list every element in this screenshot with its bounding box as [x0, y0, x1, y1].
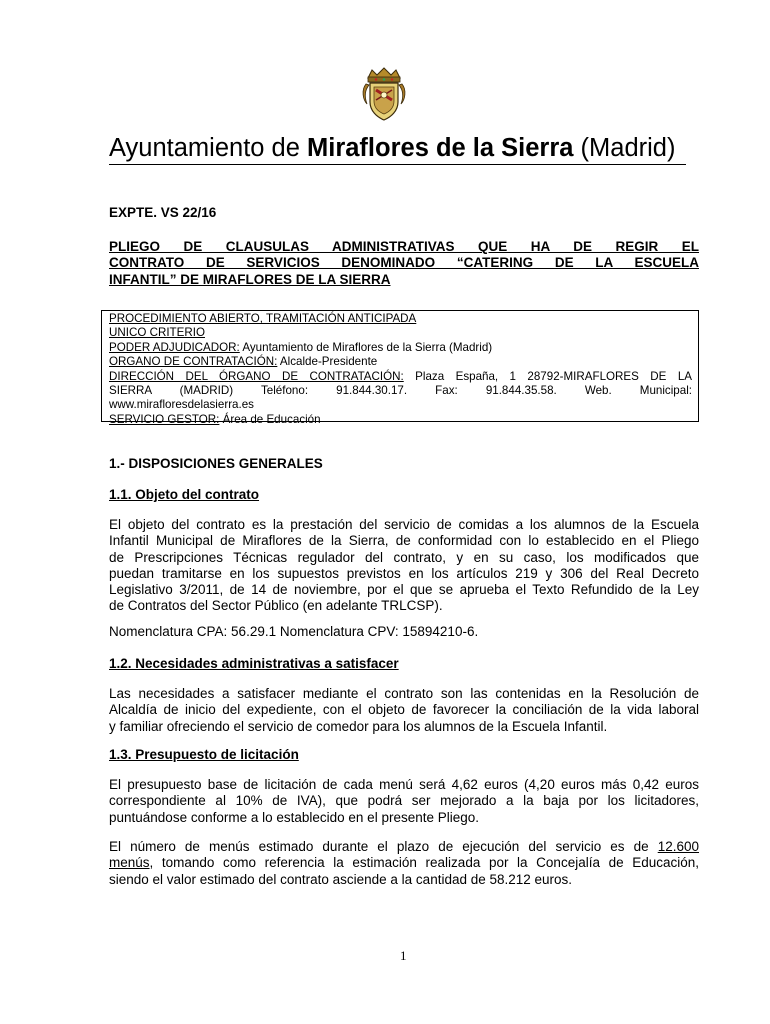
paragraph-line: El objeto del contrato es la prestación del servicio de comidas a los alumnos de la Escuela: [109, 517, 699, 532]
website-line: www.mirafloresdelasierra.es: [109, 398, 254, 412]
expediente-number: EXPTE. VS 22/16: [109, 205, 217, 220]
pliego-line: INFANTIL” DE MIRAFLORES DE LA SIERRA: [109, 271, 391, 287]
servicio-label: SERVICIO GESTOR:: [109, 412, 220, 426]
paragraph-line: Infantil Municipal de Miraflores de la Sierra, de conformidad con lo establecido en el Pliego: [109, 533, 699, 549]
paragraph-line: Legislativo 3/2011, de 14 de noviembre, por el que se aprueba el Texto Refundido de la Ley: [109, 582, 699, 598]
organo-line: [109, 355, 692, 369]
menus-word: menús: [109, 855, 150, 871]
coat-of-arms-icon: [360, 66, 408, 122]
direccion-value: Plaza España, 1 28792-MIRAFLORES DE LA: [403, 369, 693, 383]
poder-adjudicador-line: [109, 341, 692, 355]
pliego-title: [109, 239, 699, 288]
paragraph-line: puedan tramitarse en los supuestos previstos en los artículos 219 y 306 del Real Decreto: [109, 565, 699, 581]
title-bold: Miraflores de la Sierra: [307, 134, 574, 162]
page-number: 1: [400, 948, 407, 963]
title-suffix: (Madrid): [573, 134, 676, 162]
title-underline: [109, 164, 686, 165]
paragraph-menus: [109, 839, 699, 888]
pliego-line: PLIEGO DE CLAUSULAS ADMINISTRATIVAS QUE HA DE REGIR EL: [109, 239, 699, 254]
paragraph-line: [109, 839, 699, 855]
poder-label: PODER ADJUDICADOR:: [109, 340, 240, 354]
direccion-line-1: [109, 370, 692, 384]
paragraph-line: puntuándose conforme a lo establecido en el presente Pliego.: [109, 809, 480, 825]
subsection-heading-1-3: 1.3. Presupuesto de licitación: [109, 747, 299, 762]
paragraph-line: de Prescripciones Técnicas regulador del contrato, y en su caso, los modificados que: [109, 549, 699, 565]
paragraph-line: siendo el valor estimado del contrato asciende a la cantidad de 58.212 euros.: [109, 871, 573, 887]
title-prefix: Ayuntamiento de: [109, 134, 307, 162]
page-title: [109, 131, 729, 165]
nomenclatura-line: [109, 624, 699, 640]
criterio-line: UNICO CRITERIO: [109, 326, 205, 340]
paragraph-line: y familiar ofreciendo el servicio de comedor para los alumnos de la Escuela Infantil.: [109, 718, 608, 734]
section-heading: 1.- DISPOSICIONES GENERALES: [109, 456, 323, 471]
paragraph-line: [109, 855, 699, 871]
paragraph-line: Nomenclatura CPA: 56.29.1 Nomenclatura CPV: 15894210-6.: [109, 624, 479, 639]
organo-value: Alcalde-Presidente: [277, 355, 378, 369]
paragraph-objeto: [109, 517, 699, 615]
paragraph-line: Las necesidades a satisfacer mediante el contrato son las contenidas en la Resolución de: [109, 686, 699, 701]
paragraph-line: El presupuesto base de licitación de cada menú será 4,62 euros (4,20 euros más 0,42 euros: [109, 777, 699, 792]
subsection-heading-1-2: 1.2. Necesidades administrativas a satisfacer: [109, 656, 399, 671]
paragraph-presupuesto: [109, 777, 699, 826]
paragraph-line: de Contratos del Sector Público (en adelante TRLCSP).: [109, 598, 443, 614]
subsection-heading-1-1: 1.1. Objeto del contrato: [109, 487, 260, 502]
direccion-line-2: SIERRA (MADRID) Teléfono: 91.844.30.17. Fax: 91.844.35.58. Web. Municipal:: [109, 384, 692, 398]
procedure-info-box: [101, 310, 699, 426]
pliego-line: CONTRATO DE SERVICIOS DENOMINADO “CATERING DE LA ESCUELA: [109, 255, 699, 271]
menus-text-2: , tomando como referencia la estimación realizada por la Concejalía de Educación,: [149, 855, 699, 871]
procedimiento-line: PROCEDIMIENTO ABIERTO, TRAMITACIÓN ANTICIPADA: [109, 312, 417, 325]
servicio-gestor-line: [109, 413, 692, 427]
poder-value: Ayuntamiento de Miraflores de la Sierra (Madrid): [239, 340, 493, 354]
menus-count: 12.600: [657, 839, 699, 854]
servicio-value: Área de Educación: [219, 412, 321, 426]
paragraph-line: Alcaldía de inicio del expediente, con el objeto de favorecer la conciliación de la vida laboral: [109, 702, 699, 718]
paragraph-necesidades: [109, 686, 699, 735]
paragraph-line: correspondiente al 10% de IVA), que podrá ser mejorado a la baja por los licitadores,: [109, 793, 699, 809]
organo-label: ORGANO DE CONTRATACIÓN:: [109, 355, 278, 369]
direccion-label: DIRECCIÓN DEL ÓRGANO DE CONTRATACIÓN:: [109, 369, 404, 383]
menus-text: El número de menús estimado durante el plazo de ejecución del servicio es de: [109, 839, 658, 854]
